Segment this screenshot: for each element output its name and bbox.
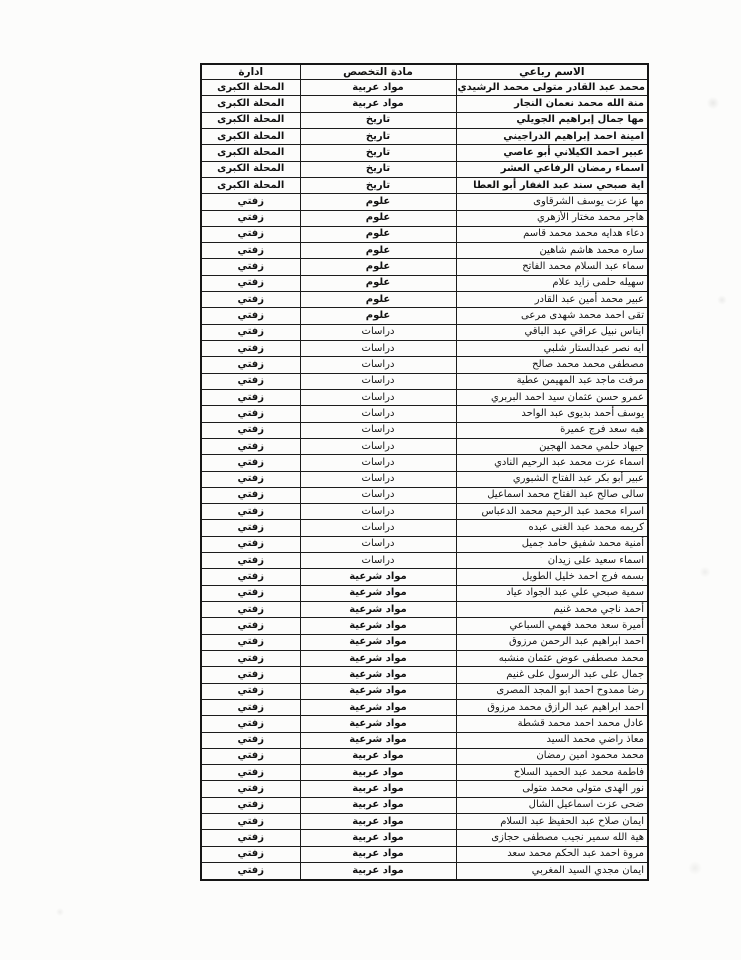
admin-cell: زفتي [201, 650, 300, 666]
name-cell: أحمد ناجي محمد غنيم [456, 602, 648, 618]
table-row [201, 471, 648, 487]
name-cell: اسماء سعيد على زيدان [456, 553, 648, 569]
admin-cell: زفتي [201, 389, 300, 405]
name-cell: جيهاد حلمي محمد الهجين [456, 438, 648, 454]
name-cell: سهيله حلمى زايد علام [456, 275, 648, 291]
admin-cell: زفتي [201, 667, 300, 683]
table-row [201, 569, 648, 585]
admin-cell: زفتي [201, 553, 300, 569]
table-row [201, 210, 648, 226]
table-row [201, 341, 648, 357]
table-row [201, 373, 648, 389]
name-cell: عبير احمد الكيلاني أبو عاصي [456, 145, 648, 161]
subject-cell: علوم [300, 308, 456, 324]
name-cell: امينة احمد إبراهيم الدراجيني [456, 128, 648, 144]
header-subject-column: مادة التخصص [300, 64, 456, 80]
subject-cell: دراسات [300, 389, 456, 405]
name-cell: اسماء رمضان الرفاعي العشر [456, 161, 648, 177]
table-row [201, 602, 648, 618]
admin-cell: زفتي [201, 602, 300, 618]
table-row [201, 732, 648, 748]
subject-cell: دراسات [300, 341, 456, 357]
name-cell: هية الله سمير نجيب مصطفى حجازى [456, 830, 648, 846]
table-row [201, 324, 648, 340]
admin-cell: زفتي [201, 210, 300, 226]
subject-cell: علوم [300, 292, 456, 308]
name-cell: عادل محمد احمد محمد قشطة [456, 716, 648, 732]
table-row [201, 634, 648, 650]
name-cell: اسماء عزت محمد عبد الرحيم النادي [456, 455, 648, 471]
admin-cell: زفتي [201, 259, 300, 275]
admin-cell: المحلة الكبرى [201, 145, 300, 161]
table-row [201, 292, 648, 308]
admin-cell: المحلة الكبرى [201, 112, 300, 128]
subject-cell: مواد شرعية [300, 699, 456, 715]
subject-cell: دراسات [300, 455, 456, 471]
subject-cell: مواد شرعية [300, 634, 456, 650]
admin-cell: المحلة الكبرى [201, 80, 300, 96]
table-row [201, 863, 648, 881]
subject-cell: مواد شرعية [300, 650, 456, 666]
header-name-column: الاسم رباعي [456, 64, 648, 80]
table-row [201, 161, 648, 177]
name-cell: مها عزت يوسف الشرقاوى [456, 194, 648, 210]
table-row [201, 406, 648, 422]
admin-cell: زفتي [201, 634, 300, 650]
subject-cell: دراسات [300, 520, 456, 536]
name-cell: محمد مصطفى عوض عثمان منشبه [456, 650, 648, 666]
table-row [201, 194, 648, 210]
table-row [201, 275, 648, 291]
name-cell: تقى احمد محمد شهدى مرعى [456, 308, 648, 324]
subject-cell: دراسات [300, 438, 456, 454]
admin-cell: زفتي [201, 716, 300, 732]
table-row [201, 536, 648, 552]
subject-cell: علوم [300, 259, 456, 275]
table-row [201, 243, 648, 259]
name-cell: جمال على عبد الرسول على غنيم [456, 667, 648, 683]
subject-cell: تاريخ [300, 161, 456, 177]
admin-cell: زفتي [201, 226, 300, 242]
subject-cell: دراسات [300, 487, 456, 503]
name-cell: ايناس نبيل عراقي عبد الباقي [456, 324, 648, 340]
subject-cell: دراسات [300, 422, 456, 438]
name-cell: سمية صبحي علي عبد الجواد عياد [456, 585, 648, 601]
admin-cell: زفتي [201, 275, 300, 291]
name-cell: فاطمة محمد عبد الحميد السلاح [456, 765, 648, 781]
subject-cell: تاريخ [300, 112, 456, 128]
admin-cell: زفتي [201, 357, 300, 373]
admin-cell: زفتي [201, 406, 300, 422]
table-row [201, 781, 648, 797]
subject-cell: دراسات [300, 536, 456, 552]
table-row [201, 357, 648, 373]
admin-cell: زفتي [201, 797, 300, 813]
table-row [201, 814, 648, 830]
name-cell: بسمه فرج احمد خليل الطويل [456, 569, 648, 585]
admin-cell: زفتي [201, 748, 300, 764]
name-cell: مروة احمد عبد الحكم محمد سعد [456, 846, 648, 862]
admin-cell: زفتي [201, 487, 300, 503]
table-row [201, 487, 648, 503]
subject-cell: مواد شرعية [300, 732, 456, 748]
table-row [201, 553, 648, 569]
name-cell: اية صبحي سند عبد الغفار أبو العطا [456, 177, 648, 193]
subject-cell: مواد عربية [300, 863, 456, 881]
subject-cell: مواد شرعية [300, 716, 456, 732]
subject-cell: دراسات [300, 373, 456, 389]
header-admin-column: ادارة [201, 64, 300, 80]
name-cell: نور الهدى متولى محمد متولى [456, 781, 648, 797]
subject-cell: علوم [300, 210, 456, 226]
admin-cell: زفتي [201, 520, 300, 536]
table-row [201, 96, 648, 112]
subject-cell: مواد شرعية [300, 683, 456, 699]
admin-cell: زفتي [201, 846, 300, 862]
admin-cell: زفتي [201, 814, 300, 830]
subject-cell: مواد عربية [300, 846, 456, 862]
table-row [201, 145, 648, 161]
table-row [201, 112, 648, 128]
admin-cell: المحلة الكبرى [201, 128, 300, 144]
name-cell: ضحى عزت اسماعيل الشال [456, 797, 648, 813]
table-row [201, 504, 648, 520]
subject-cell: علوم [300, 243, 456, 259]
admin-cell: زفتي [201, 438, 300, 454]
admin-cell: المحلة الكبرى [201, 161, 300, 177]
subject-cell: مواد عربية [300, 814, 456, 830]
table-header-row [201, 64, 648, 80]
admin-cell: زفتي [201, 536, 300, 552]
subject-cell: مواد شرعية [300, 602, 456, 618]
name-cell: سالى صالح عبد الفتاح محمد اسماعيل [456, 487, 648, 503]
subject-cell: مواد عربية [300, 797, 456, 813]
admin-cell: زفتي [201, 243, 300, 259]
table-row [201, 699, 648, 715]
name-cell: هاجر محمد مختار الأزهري [456, 210, 648, 226]
name-cell: ايمان صلاح عبد الحفيظ عبد السلام [456, 814, 648, 830]
table-row [201, 455, 648, 471]
name-cell: سماء عبد السلام محمد الفاتح [456, 259, 648, 275]
admin-cell: زفتي [201, 194, 300, 210]
name-cell: منة الله محمد نعمان النجار [456, 96, 648, 112]
name-cell: هبه سعد فرج عميرة [456, 422, 648, 438]
table-row [201, 650, 648, 666]
subject-cell: مواد شرعية [300, 585, 456, 601]
admin-cell: زفتي [201, 569, 300, 585]
admin-cell: زفتي [201, 830, 300, 846]
table-row [201, 438, 648, 454]
name-cell: ايمان مجدي السيد المغربي [456, 863, 648, 881]
subject-cell: دراسات [300, 504, 456, 520]
subject-cell: مواد شرعية [300, 667, 456, 683]
admin-cell: زفتي [201, 471, 300, 487]
admin-cell: زفتي [201, 781, 300, 797]
name-cell: مها جمال إبراهيم الجويلي [456, 112, 648, 128]
table-row [201, 830, 648, 846]
name-cell: مصطفى محمد محمد صالح [456, 357, 648, 373]
subject-cell: دراسات [300, 324, 456, 340]
table-row [201, 716, 648, 732]
table-row [201, 683, 648, 699]
name-cell: يوسف أحمد بديوى عبد الواحد [456, 406, 648, 422]
table-row [201, 667, 648, 683]
subject-cell: علوم [300, 275, 456, 291]
table-row [201, 765, 648, 781]
name-cell: أميرة سعد محمد فهمي السباعي [456, 618, 648, 634]
name-cell: احمد ابراهيم عبد الرازق محمد مرزوق [456, 699, 648, 715]
subject-cell: تاريخ [300, 145, 456, 161]
subject-cell: مواد عربية [300, 830, 456, 846]
name-cell: عبير أبو بكر عبد الفتاح الشبوري [456, 471, 648, 487]
subject-cell: مواد عربية [300, 781, 456, 797]
admin-cell: زفتي [201, 324, 300, 340]
name-cell: كريمه محمد عبد الغنى عبده [456, 520, 648, 536]
table-body [201, 80, 648, 881]
subject-cell: مواد عربية [300, 765, 456, 781]
table-row [201, 226, 648, 242]
table-row [201, 618, 648, 634]
table-row [201, 177, 648, 193]
admin-cell: زفتي [201, 308, 300, 324]
admin-cell: زفتي [201, 373, 300, 389]
admin-cell: المحلة الكبرى [201, 177, 300, 193]
table-row [201, 422, 648, 438]
admin-cell: زفتي [201, 618, 300, 634]
table-row [201, 846, 648, 862]
name-cell: ساره محمد هاشم شاهين [456, 243, 648, 259]
subject-cell: دراسات [300, 357, 456, 373]
subject-cell: دراسات [300, 471, 456, 487]
subject-cell: مواد عربية [300, 80, 456, 96]
subject-cell: مواد عربية [300, 96, 456, 112]
admin-cell: زفتي [201, 341, 300, 357]
name-cell: احمد ابراهيم عبد الرحمن مرزوق [456, 634, 648, 650]
name-cell: محمد عبد القادر متولى محمد الرشيدي [456, 80, 648, 96]
subject-cell: تاريخ [300, 177, 456, 193]
name-cell: محمد محمود امين رمضان [456, 748, 648, 764]
admin-cell: زفتي [201, 422, 300, 438]
admin-cell: زفتي [201, 504, 300, 520]
name-cell: رضا ممدوح احمد ابو المجد المصرى [456, 683, 648, 699]
subject-cell: علوم [300, 194, 456, 210]
admin-cell: زفتي [201, 732, 300, 748]
admin-cell: زفتي [201, 683, 300, 699]
name-cell: مرفت ماجد عبد المهيمن عطية [456, 373, 648, 389]
name-cell: عمرو حسن عثمان سيد احمد البربري [456, 389, 648, 405]
teachers-roster-table [200, 63, 649, 881]
table-row [201, 797, 648, 813]
table-row [201, 308, 648, 324]
subject-cell: مواد عربية [300, 748, 456, 764]
admin-cell: زفتي [201, 455, 300, 471]
admin-cell: زفتي [201, 292, 300, 308]
table-row [201, 748, 648, 764]
name-cell: دعاء هدايه محمد محمد قاسم [456, 226, 648, 242]
admin-cell: المحلة الكبرى [201, 96, 300, 112]
subject-cell: علوم [300, 226, 456, 242]
subject-cell: دراسات [300, 406, 456, 422]
table-row [201, 389, 648, 405]
table-row [201, 259, 648, 275]
subject-cell: دراسات [300, 553, 456, 569]
admin-cell: زفتي [201, 699, 300, 715]
table-row [201, 585, 648, 601]
subject-cell: مواد شرعية [300, 569, 456, 585]
name-cell: عبير محمد أمين عبد القادر [456, 292, 648, 308]
admin-cell: زفتي [201, 863, 300, 881]
table-row [201, 128, 648, 144]
name-cell: أمنية محمد شفيق حامد جميل [456, 536, 648, 552]
subject-cell: تاريخ [300, 128, 456, 144]
table-row [201, 520, 648, 536]
admin-cell: زفتي [201, 765, 300, 781]
name-cell: اسراء محمد عبد الرحيم محمد الدعباس [456, 504, 648, 520]
admin-cell: زفتي [201, 585, 300, 601]
name-cell: معاذ راضي محمد السيد [456, 732, 648, 748]
name-cell: ايه نصر عبدالستار شلبي [456, 341, 648, 357]
subject-cell: مواد شرعية [300, 618, 456, 634]
table-row [201, 80, 648, 96]
